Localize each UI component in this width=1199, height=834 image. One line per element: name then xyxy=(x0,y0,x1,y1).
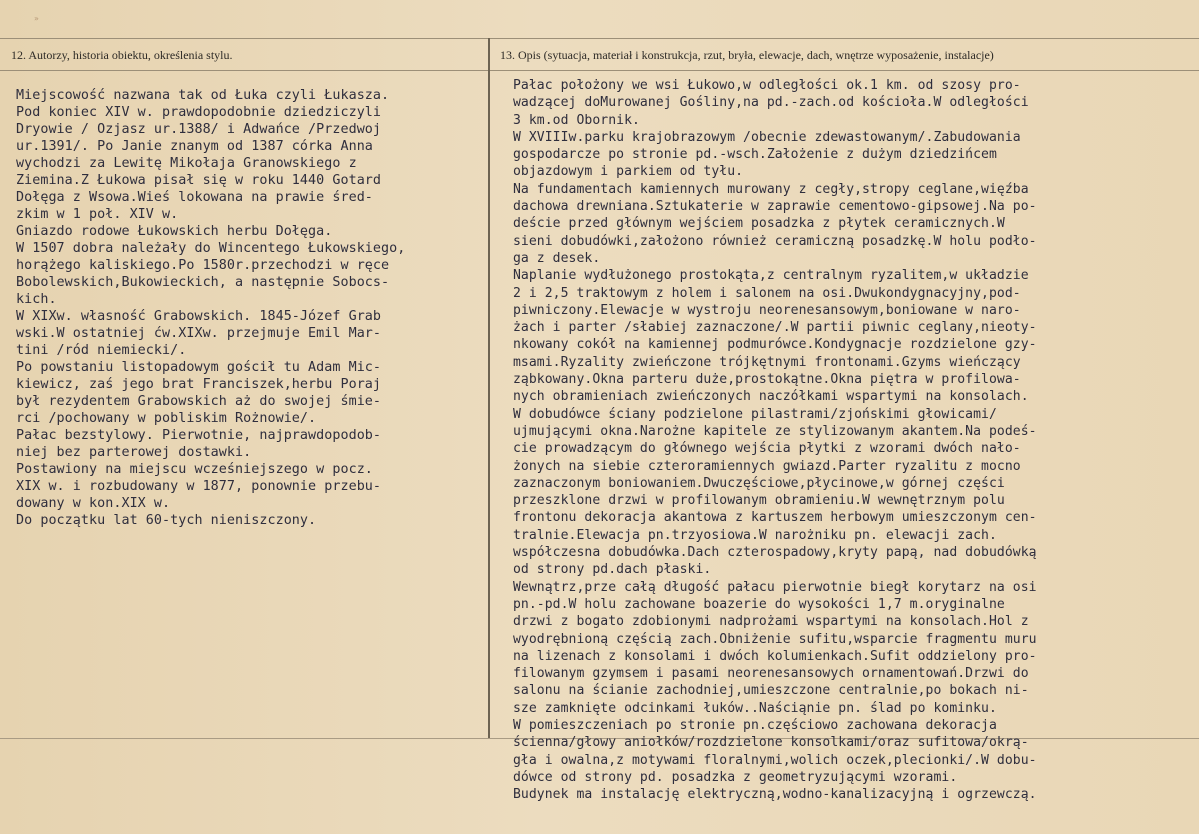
history-line: Postawiony na miejscu wcześniejszego w pocz. xyxy=(16,462,373,477)
description-line: Na fundamentach kamiennych murowany z cegły,stropy ceglane,więźba xyxy=(513,181,1029,197)
history-line: Gniazdo rodowe Łukowskich herbu Dołęga. xyxy=(16,224,333,239)
subheader-rule xyxy=(0,70,1199,71)
history-line: horążego kaliskiego.Po 1580r.przechodzi w ręce xyxy=(16,258,390,273)
history-line: Pałac bezstylowy. Pierwotnie, najprawdopodob- xyxy=(16,428,382,443)
description-line: deście przed głównym wejściem posadzka z płytek ceramicznych.W xyxy=(513,216,1005,232)
description-line: msami.Ryzality zwieńczone trójkętnymi frontonami.Gzyms wieńczący xyxy=(513,354,1021,370)
section-12-heading: 12. Autorzy, historia obiektu, określenia stylu. xyxy=(11,48,233,62)
description-line: od strony pd.dach płaski. xyxy=(513,562,712,578)
description-line: zaznaczonym boniowaniem.Dwuczęściowe,płycinowe,w górnej części xyxy=(513,475,1005,491)
description-line: ząbkowany.Okna parteru duże,prostokątne.Okna piętra w profilowa- xyxy=(513,372,1021,388)
description-line: dachowa drewniana.Sztukaterie w zaprawie cementowo-gipsowej.Na po- xyxy=(513,199,1037,215)
history-line: Ziemina.Z Łukowa pisał się w roku 1440 Gotard xyxy=(16,173,382,188)
description-line: drzwi z bogato zdobionymi nadprożami wspartymi na konsolach.Hol z xyxy=(513,614,1029,630)
description-line: W XVIIIw.parku krajobrazowym /obecnie zdewastowanym/.Zabudowania xyxy=(513,129,1021,145)
history-line: tini /ród niemiecki/. xyxy=(16,343,187,358)
history-line: wski.W ostatniej ćw.XIXw. przejmuje Emil Mar- xyxy=(16,326,382,341)
description-line: na lizenach z konsolami i dwóch kolumienkach.Sufit oddzielony pro- xyxy=(513,648,1037,664)
description-line: tralnie.Elewacja pn.trzyosiowa.W narożniku pn. elewacji zach. xyxy=(513,527,997,543)
history-line: W 1507 dobra należały do Wincentego Łukowskiego, xyxy=(16,241,406,256)
history-line: był rezydentem Grabowskich aż do swojej śmie- xyxy=(16,394,382,409)
history-line: dowany w kon.XIX w. xyxy=(16,496,171,511)
description-line: żonych na siebie czteroramiennych gwiazd.Parter ryzalitu z mocno xyxy=(513,458,1021,474)
description-line: sze zamknięte odcinkami łuków..Naściąnie pn. ślad po kominku. xyxy=(513,700,997,716)
history-line: W XIXw. własność Grabowskich. 1845-Józef Grab xyxy=(16,309,382,324)
description-line: piwniczony.Elewacje w wystroju neorenesansowym,boniowane w naro- xyxy=(513,302,1021,318)
history-line: niej bez parterowej dostawki. xyxy=(16,445,252,460)
history-text xyxy=(16,87,405,529)
history-line: Po powstaniu listopadowym gościł tu Adam Mic- xyxy=(16,360,382,375)
description-line: frontonu dekoracja akantowa z kartuszem herbowym umieszczonym cen- xyxy=(513,510,1037,526)
history-line: Miejscowość nazwana tak od Łuka czyli Łukasza. xyxy=(16,88,390,103)
description-line: żach i parter /słabiej zaznaczone/.W partii piwnic ceglany,nieoty- xyxy=(513,320,1037,336)
history-line: XIX w. i rozbudowany w 1877, ponownie przebu- xyxy=(16,479,382,494)
history-line: zkim w 1 poł. XIV w. xyxy=(16,207,179,222)
description-line: 2 i 2,5 traktowym z holem i salonem na osi.Dwukondygnacyjny,pod- xyxy=(513,285,1021,301)
description-line: dówce od strony pd. posadzka z geometryzującymi wzorami. xyxy=(513,769,958,785)
description-line: gospodarcze po stronie pd.-wsch.Założenie z dużym dziedzińcem xyxy=(513,147,997,163)
description-line: Wewnątrz,prze całą długość pałacu pierwotnie biegł korytarz na osi xyxy=(513,579,1037,595)
description-line: sieni dobudówki,założono również ceramiczną posadzkę.W holu podło- xyxy=(513,233,1037,249)
history-line: kich. xyxy=(16,292,57,307)
description-line: Pałac położony we wsi Łukowo,w odległości ok.1 km. od szosy pro- xyxy=(513,78,1021,93)
history-line: wychodzi za Lewitę Mikołaja Granowskiego z xyxy=(16,156,357,171)
description-line: 3 km.od Obornik. xyxy=(513,112,640,128)
description-text xyxy=(513,77,1037,803)
description-line: salonu na ścianie zachodniej,umieszczone centralnie,po bokach ni- xyxy=(513,683,1029,699)
history-line: ur.1391/. Po Janie znanym od 1387 córka Anna xyxy=(16,139,373,154)
description-line: wyodrębnioną częścią zach.Obniżenie sufitu,wsparcie fragmentu muru xyxy=(513,631,1037,647)
history-line: Dryowie / Ozjasz ur.1388/ i Adwańce /Przedwoj xyxy=(16,122,382,137)
description-line: cie prowadzącym do głównego wejścia płytki z wzorami dwóch nało- xyxy=(513,441,1021,457)
corner-mark: » xyxy=(34,14,39,23)
history-line: Bobolewskich,Bukowieckich, a następnie Sobocs- xyxy=(16,275,390,290)
history-line: kiewicz, zaś jego brat Franciszek,herbu Poraj xyxy=(16,377,382,392)
header-rule xyxy=(0,38,1199,39)
column-divider xyxy=(488,38,490,738)
description-line: Budynek ma instalację elektryczną,wodno-kanalizacyjną i ogrzewczą. xyxy=(513,787,1037,803)
description-line: wadzącej doMurowanej Gośliny,na pd.-zach.od kościoła.W odległości xyxy=(513,95,1029,111)
history-line: Dołęga z Wsowa.Wieś lokowana na prawie śred- xyxy=(16,190,373,205)
description-line: Naplanie wydłużonego prostokąta,z centralnym ryzalitem,w układzie xyxy=(513,268,1029,284)
history-line: rci /pochowany w pobliskim Rożnowie/. xyxy=(16,411,317,426)
description-line: współczesna dobudówka.Dach czterospadowy,kryty papą, nad dobudówką xyxy=(513,545,1037,561)
description-line: W pomieszczeniach po stronie pn.częściowo zachowana dekoracja xyxy=(513,717,997,733)
description-line: filowanym gzymsem i pasami neorenesansowych ornamentowań.Drzwi do xyxy=(513,666,1029,682)
description-line: W dobudówce ściany podzielone pilastrami/zjońskimi głowicami/ xyxy=(513,406,997,422)
history-line: Do początku lat 60-tych nieniszczony. xyxy=(16,513,317,528)
description-line: przeszklone drzwi w profilowanym obramieniu.W wewnętrznym polu xyxy=(513,493,1005,509)
description-line: ujmującymi okna.Narożne kapitele ze stylizowanym akantem.Na podeś- xyxy=(513,423,1037,439)
description-line: objazdowym i parkiem od tyłu. xyxy=(513,164,744,180)
description-line: nych obramieniach zwieńczonych naczółkami wspartymi na konsolach. xyxy=(513,389,1029,405)
description-line: nkowany cokół na kamiennej podmurówce.Kondygnacje rozdzielone gzy- xyxy=(513,337,1037,353)
description-line: gła i owalna,z motywami floralnymi,wolich oczek,plecionki/.W dobu- xyxy=(513,752,1037,768)
description-line: pn.-pd.W holu zachowane boazerie do wysokości 1,7 m.oryginalne xyxy=(513,596,1005,612)
description-line: ga z desek. xyxy=(513,250,601,266)
history-line: Pod koniec XIV w. prawdopodobnie dziedziczyli xyxy=(16,105,382,120)
description-line: ścienna/głowy aniołków/rozdzielone konsolkami/oraz sufitowa/okrą- xyxy=(513,735,1029,751)
section-13-heading: 13. Opis (sytuacja, materiał i konstrukcja, rzut, bryła, elewacje, dach, wnętrze wyposażenie, instalacje) xyxy=(500,48,994,62)
